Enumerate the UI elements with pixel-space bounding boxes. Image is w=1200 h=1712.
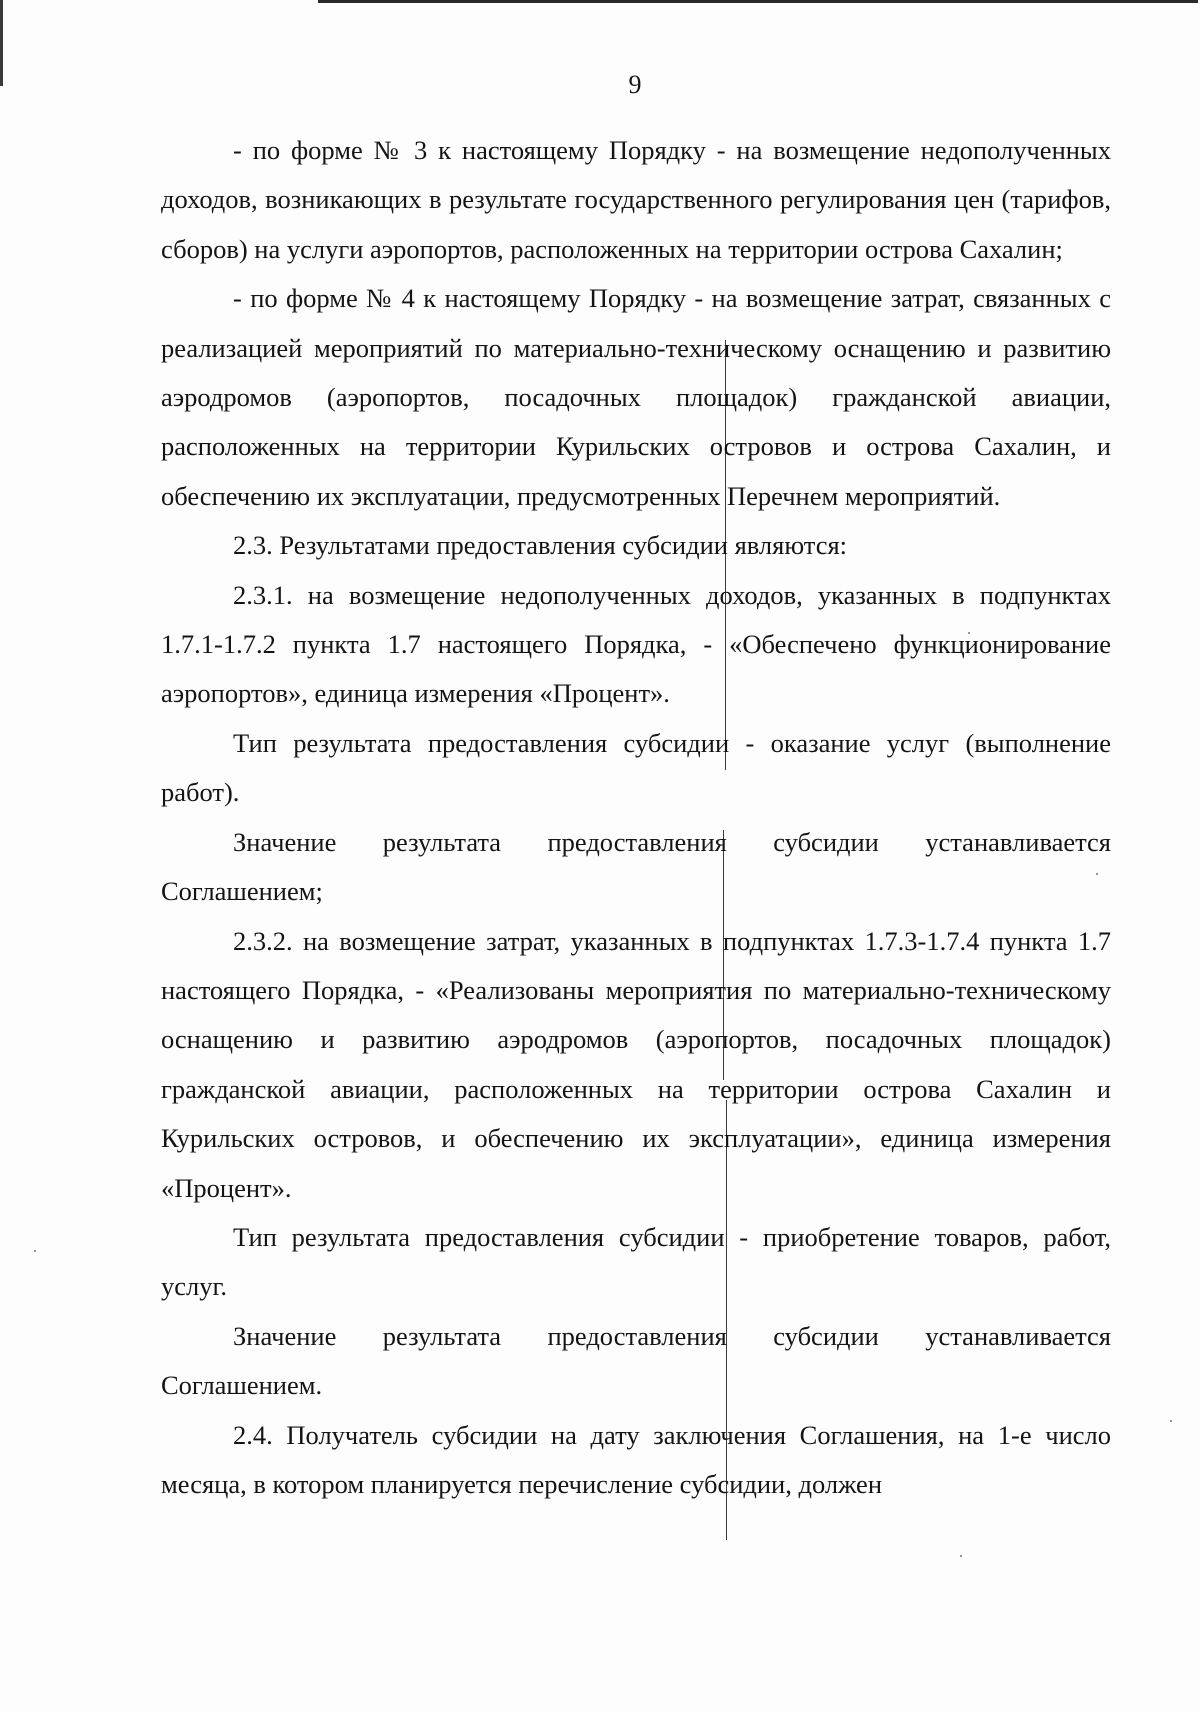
paragraph-form-4: - по форме № 4 к настоящему Порядку - на возмещение затрат, связанных с реализацией мероприятий по материально-техническому оснащению и развитию аэродромов (аэропортов, посадочных площадок) гражданской авиации, расположенных на территории Курильских островов и острова Сахалин, и обеспечению их эксплуатации, предусмотренных Перечнем мероприятий. bbox=[161, 283, 1111, 511]
paragraph-result-value-1: Значение результата предоставления субсидии устанавливается Соглашением; bbox=[161, 826, 1111, 907]
paragraph-form-3: - по форме № 3 к настоящему Порядку - на возмещение недополученных доходов, возникающих в результате государственного регулирования цен (тарифов, сборов) на услуги аэропортов, расположенных на территории острова Сахалин; bbox=[161, 135, 1111, 264]
document-body bbox=[161, 126, 1111, 1509]
paragraph-2-3: 2.3. Результатами предоставления субсидии являются: bbox=[233, 530, 848, 561]
paragraph-result-type-1: Тип результата предоставления субсидии - оказание услуг (выполнение работ). bbox=[161, 727, 1111, 808]
scan-speck bbox=[34, 1250, 36, 1252]
paragraph-result-value-2: Значение результата предоставления субсидии устанавливается Соглашением. bbox=[161, 1320, 1111, 1401]
paragraph-2-3-2: 2.3.2. на возмещение затрат, указанных в подпунктах 1.7.3-1.7.4 пункта 1.7 настоящего Порядка, - «Реализованы мероприятия по материально-техническому оснащению и развитию аэродромов (аэропортов, посадочных площадок) гражданской авиации, расположенных на территории острова Сахалин и Курильских островов, и обеспечению их эксплуатации», единица измерения «Процент». bbox=[161, 925, 1111, 1203]
scan-speck bbox=[1170, 1420, 1172, 1422]
paragraph-2-3-1: 2.3.1. на возмещение недополученных доходов, указанных в подпунктах 1.7.1-1.7.2 пункта 1.7 настоящего Порядка, - «Обеспечено функционирование аэропортов», единица измерения «Процент». bbox=[161, 579, 1111, 709]
paragraph-2-4: 2.4. Получатель субсидии на дату заключения Соглашения, на 1-е число месяца, в котором планируется перечисление субсидии, должен bbox=[161, 1419, 1111, 1499]
paragraph-result-type-2: Тип результата предоставления субсидии - приобретение товаров, работ, услуг. bbox=[161, 1221, 1111, 1302]
scan-speck bbox=[960, 1555, 962, 1557]
page-number: 9 bbox=[628, 70, 642, 99]
scan-top-border bbox=[318, 0, 1198, 3]
